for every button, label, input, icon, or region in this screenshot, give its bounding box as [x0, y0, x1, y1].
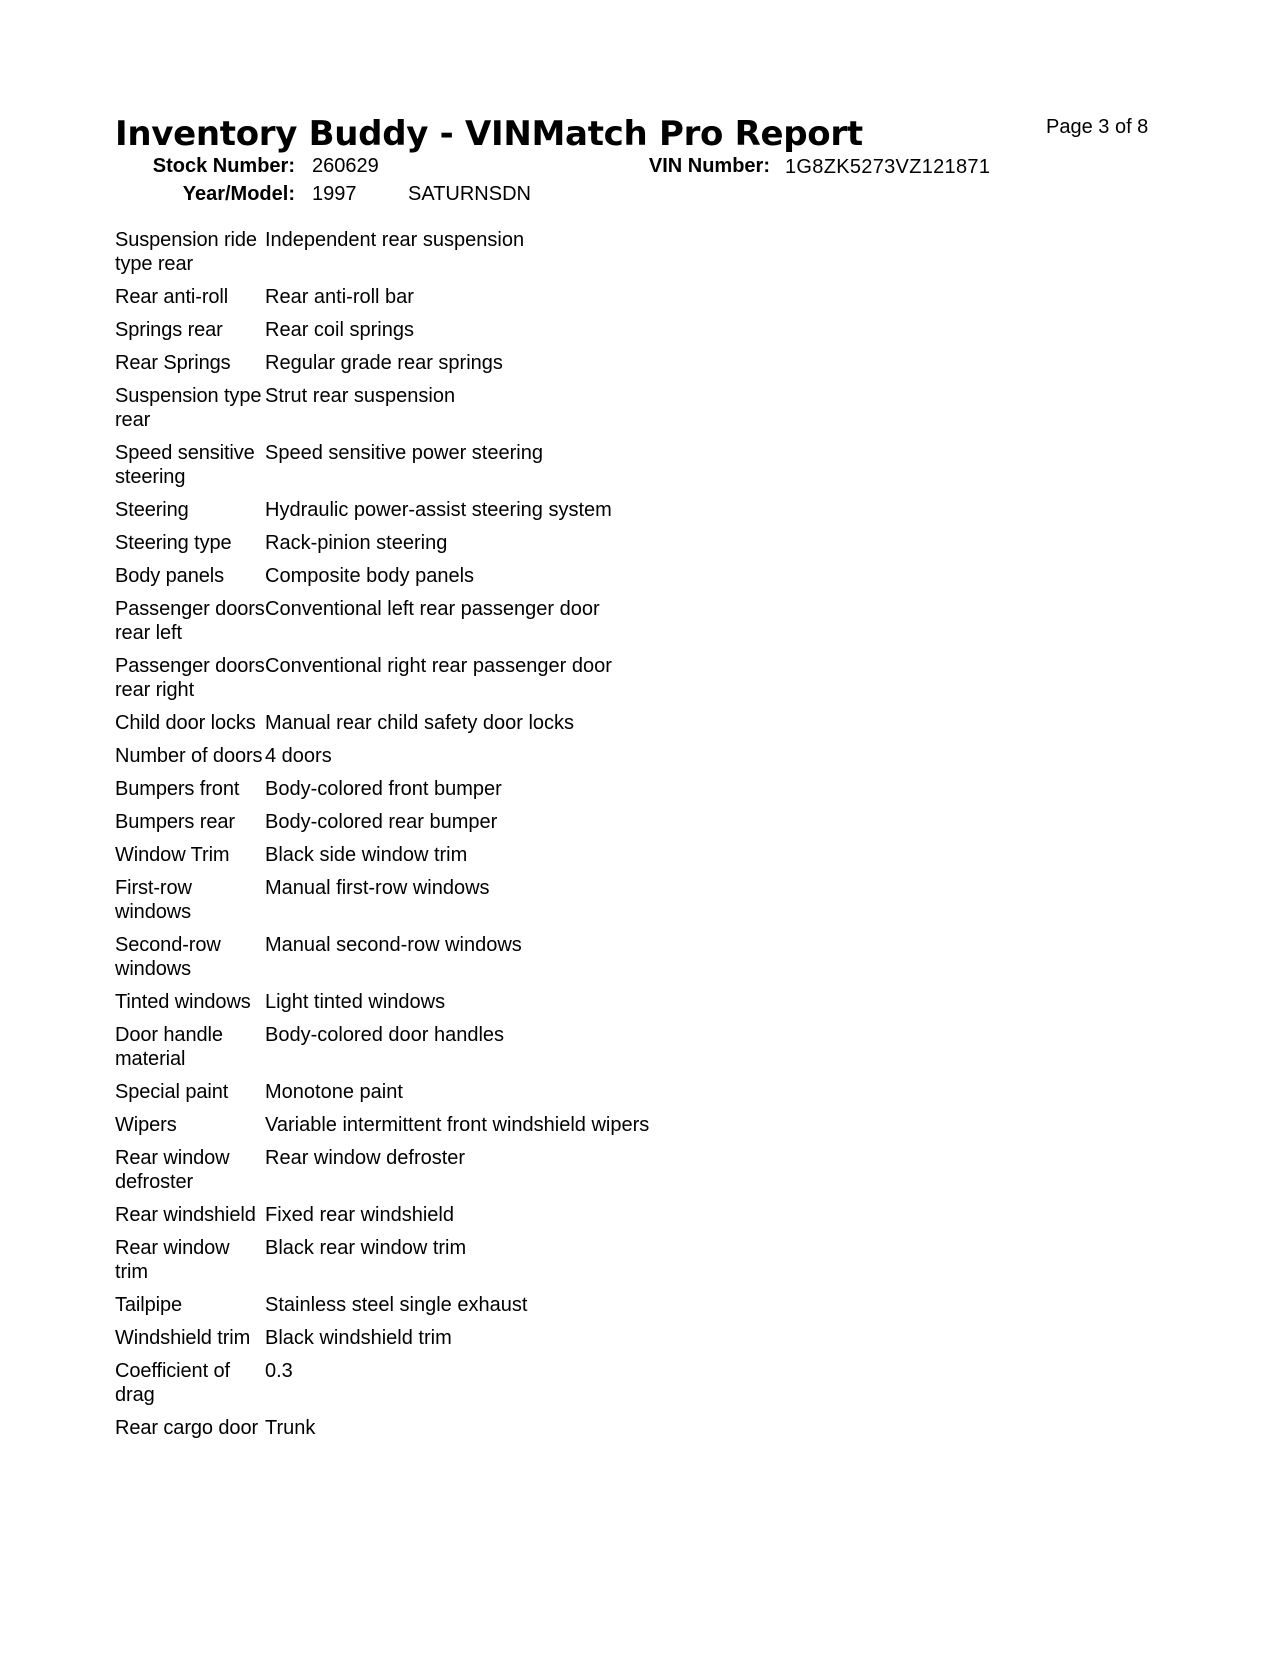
spec-value: Regular grade rear springs	[265, 352, 503, 374]
spec-row	[115, 744, 815, 777]
spec-name: Wipers	[115, 1114, 177, 1136]
spec-row	[115, 1359, 815, 1416]
spec-value: Speed sensitive power steering	[265, 442, 543, 464]
page-indicator: Page 3 of 8	[1046, 116, 1149, 138]
spec-row	[115, 1326, 815, 1359]
spec-value: 0.3	[265, 1360, 293, 1382]
vin-number-value: 1G8ZK5273VZ121871	[785, 156, 991, 178]
spec-value: Black windshield trim	[265, 1327, 452, 1349]
spec-row	[115, 654, 815, 711]
spec-row	[115, 531, 815, 564]
stock-number-label: Stock Number:	[152, 155, 295, 177]
spec-name: Rear Springs	[115, 352, 231, 374]
spec-name: Rear window trim	[115, 1237, 230, 1283]
spec-value: Body-colored rear bumper	[265, 811, 498, 833]
spec-row	[115, 351, 815, 384]
spec-name: Number of doors	[115, 745, 263, 767]
spec-name: Bumpers front	[115, 778, 240, 800]
spec-name: Tailpipe	[115, 1294, 183, 1316]
spec-value: Rack-pinion steering	[265, 532, 448, 554]
spec-value: Manual first-row windows	[265, 877, 490, 899]
spec-name: Windshield trim	[115, 1327, 251, 1349]
spec-name: Child door locks	[115, 712, 256, 734]
spec-row	[115, 843, 815, 876]
spec-row	[115, 228, 815, 285]
spec-name: Rear cargo door	[115, 1417, 259, 1439]
spec-row	[115, 933, 815, 990]
spec-row	[115, 1080, 815, 1113]
spec-name: Steering type	[115, 532, 232, 554]
spec-value: Strut rear suspension	[265, 385, 456, 407]
spec-name: Suspension type rear	[115, 385, 262, 431]
spec-name: Bumpers rear	[115, 811, 235, 833]
spec-row	[115, 441, 815, 498]
spec-value: Hydraulic power-assist steering system	[265, 499, 612, 521]
spec-value: Rear window defroster	[265, 1147, 466, 1169]
spec-value: Conventional right rear passenger door	[265, 655, 612, 677]
spec-value: Trunk	[265, 1417, 316, 1439]
spec-name: Special paint	[115, 1081, 229, 1103]
spec-name: Steering	[115, 499, 189, 521]
spec-row	[115, 1203, 815, 1236]
spec-value: Manual rear child safety door locks	[265, 712, 575, 734]
spec-value: 4 doors	[265, 745, 332, 767]
year-value: 1997	[312, 183, 357, 205]
spec-name: Rear window defroster	[115, 1147, 230, 1193]
spec-value: Black side window trim	[265, 844, 468, 866]
spec-name: Passenger doors rear right	[115, 655, 265, 701]
spec-value: Black rear window trim	[265, 1237, 467, 1259]
spec-table	[115, 228, 815, 1449]
spec-row	[115, 318, 815, 351]
spec-value: Light tinted windows	[265, 991, 446, 1013]
spec-name: First-row windows	[115, 877, 192, 923]
spec-row	[115, 1416, 815, 1449]
spec-row	[115, 597, 815, 654]
spec-name: Body panels	[115, 565, 224, 587]
spec-name: Passenger doors rear left	[115, 598, 265, 644]
spec-row	[115, 1293, 815, 1326]
spec-name: Suspension ride type rear	[115, 229, 257, 275]
spec-name: Second-row windows	[115, 934, 221, 980]
spec-value: Stainless steel single exhaust	[265, 1294, 528, 1316]
spec-value: Manual second-row windows	[265, 934, 522, 956]
spec-value: Monotone paint	[265, 1081, 403, 1103]
spec-value: Conventional left rear passenger door	[265, 598, 600, 620]
spec-value: Composite body panels	[265, 565, 475, 587]
year-model-label: Year/Model:	[182, 183, 295, 205]
spec-value: Rear coil springs	[265, 319, 414, 341]
spec-name: Springs rear	[115, 319, 223, 341]
spec-name: Rear anti-roll	[115, 286, 229, 308]
spec-value: Body-colored front bumper	[265, 778, 502, 800]
spec-row	[115, 564, 815, 597]
spec-row	[115, 1236, 815, 1293]
spec-row	[115, 777, 815, 810]
spec-value: Body-colored door handles	[265, 1024, 505, 1046]
spec-name: Window Trim	[115, 844, 230, 866]
stock-number-value: 260629	[312, 155, 379, 177]
spec-value: Rear anti-roll bar	[265, 286, 414, 308]
spec-value: Fixed rear windshield	[265, 1204, 454, 1226]
spec-name: Door handle material	[115, 1024, 223, 1070]
spec-row	[115, 711, 815, 744]
spec-row	[115, 498, 815, 531]
model-value: SATURNSDN	[408, 183, 531, 205]
spec-row	[115, 285, 815, 318]
spec-row	[115, 1146, 815, 1203]
spec-name: Coefficient of drag	[115, 1360, 230, 1406]
spec-row	[115, 1113, 815, 1146]
spec-row	[115, 1023, 815, 1080]
spec-row	[115, 810, 815, 843]
spec-value: Variable intermittent front windshield wipers	[265, 1114, 650, 1136]
spec-name: Speed sensitive steering	[115, 442, 255, 488]
spec-row	[115, 876, 815, 933]
spec-value: Independent rear suspension	[265, 229, 525, 251]
spec-name: Rear windshield	[115, 1204, 256, 1226]
spec-row	[115, 384, 815, 441]
spec-row	[115, 990, 815, 1023]
vin-number-label: VIN Number:	[648, 155, 770, 177]
spec-name: Tinted windows	[115, 991, 251, 1013]
report-title: Inventory Buddy - VINMatch Pro Report	[115, 114, 863, 154]
